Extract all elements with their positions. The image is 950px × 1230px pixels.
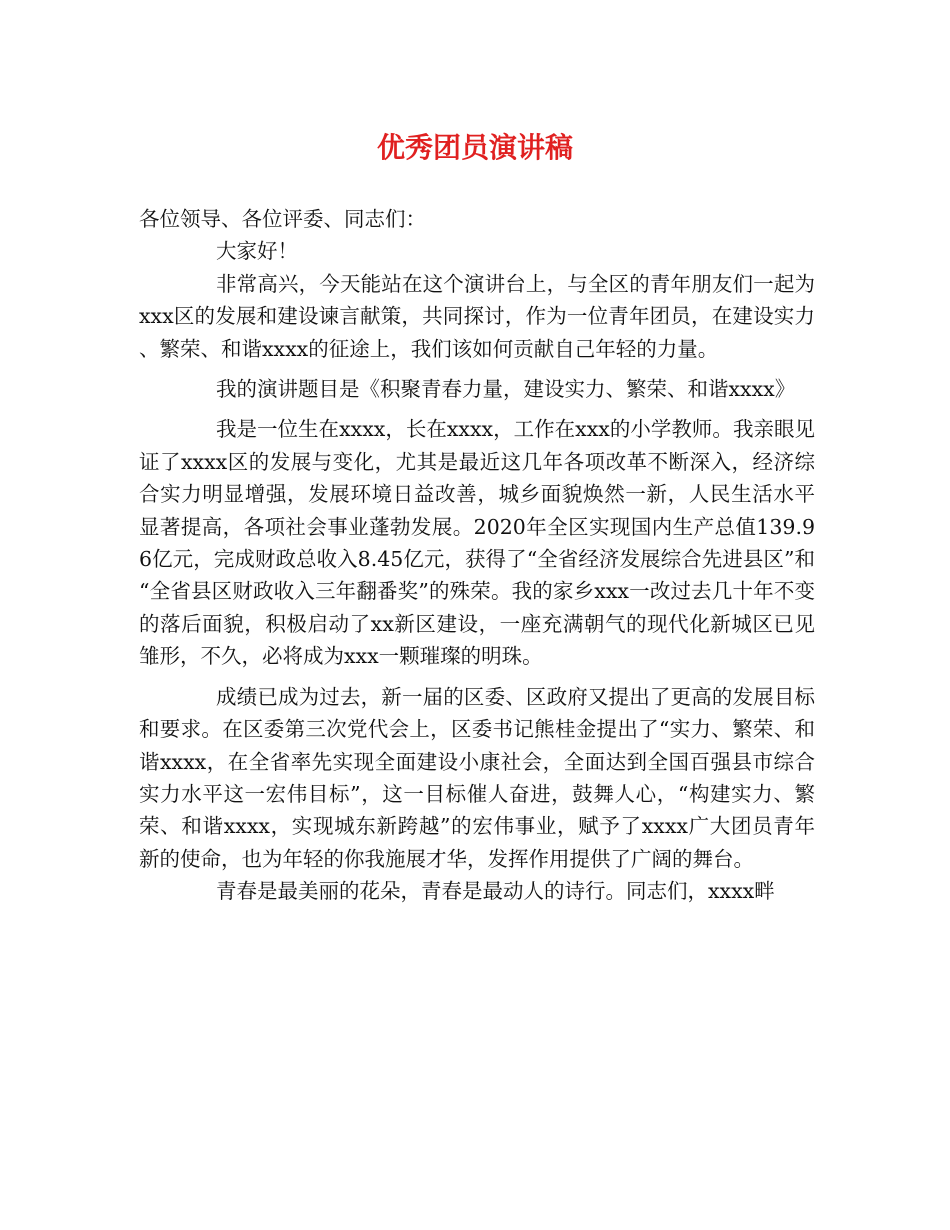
document-title: 优秀团员演讲稿 (376, 131, 573, 164)
paragraph-development: 我是一位生在xxxx，长在xxxx，工作在xxx的小学教师。我亲眼见证了xxxx区的发展与变化，尤其是最近这几年各项改革不断深入，经济综合实力明显增强，发展环境日益改善，城乡面貌焕然一新，人民生活水平显著提高，各项社会事业蓬勃发展。2020年全区实现国内生产总值139.96亿元，完成财政总收入8.45亿元，获得了“全省经济发展综合先进县区”和“全省县区财政收入三年翻番奖”的殊荣。我的家乡xxx一改过去几十年不变的落后面貌，积极启动了xx新区建设，一座充满朝气的现代化新城区已见雏形，不久，必将成为xxx一颗璀璨的明珠。 (139, 417, 815, 669)
paragraph-speech-topic: 我的演讲题目是《积聚青春力量，建设实力、繁荣、和谐xxxx》 (216, 377, 796, 402)
document-body (139, 203, 815, 908)
paragraph-intro: 非常高兴，今天能站在这个演讲台上，与全区的青年朋友们一起为xxx区的发展和建设谏言献策，共同探讨，作为一位青年团员，在建设实力、繁荣、和谐xxxx的征途上，我们该如何贡献自己年轻的力量。 (139, 271, 815, 361)
salutation: 各位领导、各位评委、同志们： (139, 207, 426, 231)
paragraph-youth: 青春是最美丽的花朵，青春是最动人的诗行。同志们，xxxx畔 (216, 879, 775, 904)
paragraph-goals: 成绩已成为过去，新一届的区委、区政府又提出了更高的发展目标和要求。在区委第三次党代会上，区委书记熊桂金提出了“实力、繁荣、和谐xxxx，在全省率先实现全面建设小康社会，全面达到全国百强县市综合实力水平这一宏伟目标”，这一目标催人奋进，鼓舞人心，“构建实力、繁荣、和谐xxxx，实现城东新跨越”的宏伟事业，赋予了xxxx广大团员青年新的使命，也为年轻的你我施展才华，发挥作用提供了广阔的舞台。 (139, 684, 815, 871)
greeting: 大家好！ (216, 239, 298, 264)
